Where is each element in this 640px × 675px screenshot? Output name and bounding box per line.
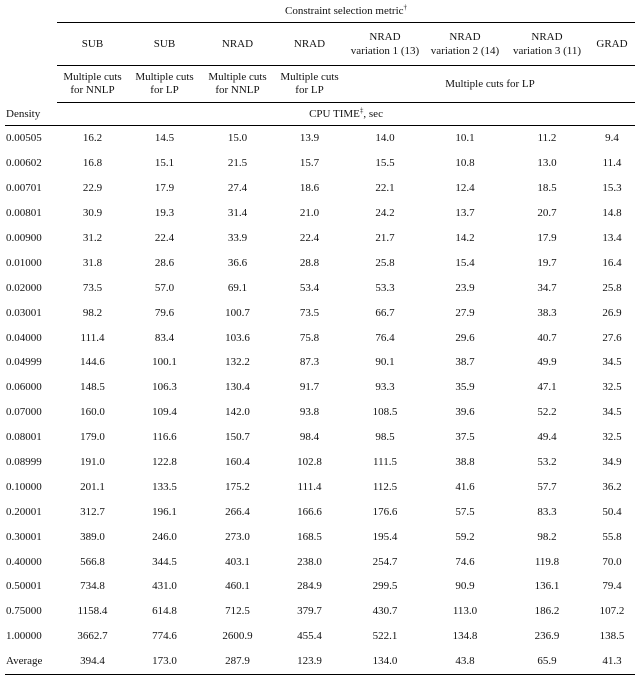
density-cell: 0.75000 [6, 605, 42, 618]
table-row [5, 425, 635, 450]
cpu-time-cell: 21.5 [227, 157, 248, 170]
unit-label-suffix: , sec [363, 108, 383, 120]
cpu-time-cell: 83.4 [154, 331, 175, 344]
density-cell: 0.08001 [6, 431, 42, 444]
cpu-time-cell: 49.4 [537, 431, 557, 444]
cpu-time-cell: 35.9 [455, 381, 475, 394]
method-header [128, 71, 201, 97]
table-row [5, 176, 635, 201]
cpu-time-cell: 55.8 [602, 530, 622, 543]
cpu-time-cell: 90.9 [455, 580, 475, 593]
cpu-time-cell: 195.4 [372, 530, 398, 543]
cpu-time-cell: 13.9 [274, 126, 345, 151]
cpu-time-cell: 15.3 [602, 182, 622, 195]
column-header-line: NRAD [293, 38, 326, 50]
cpu-time-cell: 774.6 [152, 630, 177, 643]
cpu-time-cell: 21.0 [299, 207, 320, 220]
density-cell: 1.00000 [6, 630, 42, 643]
cpu-time-cell: 284.9 [297, 580, 322, 593]
table-row [5, 350, 635, 375]
cpu-time-cell: 90.1 [375, 356, 395, 369]
cpu-time-cell: 132.2 [225, 356, 250, 369]
header-empty-cell [5, 22, 57, 65]
table-row [5, 524, 635, 549]
cpu-time-cell: 102.8 [297, 456, 322, 469]
density-cell: 0.10000 [6, 480, 42, 493]
cpu-time-cell: 11.2 [505, 126, 589, 151]
column-header-line: NRAD [449, 31, 481, 43]
cpu-time-cell: 344.5 [152, 555, 177, 568]
table-row [5, 574, 635, 599]
cpu-time-cell: 166.6 [297, 505, 322, 518]
column-header [201, 37, 274, 51]
cpu-time-cell: 266.4 [225, 505, 250, 518]
table-row [5, 151, 635, 176]
cpu-time-cell: 38.7 [455, 356, 475, 369]
cpu-time-cell: 73.5 [299, 306, 320, 319]
table-row [5, 400, 635, 425]
cpu-time-cell: 28.6 [154, 256, 175, 269]
cpu-time-cell: 160.0 [80, 406, 105, 419]
cpu-time-cell: 133.5 [152, 480, 177, 493]
cpu-time-cell: 108.5 [372, 406, 398, 419]
cpu-time-cell: 111.4 [80, 331, 105, 344]
table-row [5, 549, 635, 574]
average-label: Average [5, 649, 57, 674]
cpu-time-cell: 33.9 [227, 232, 248, 244]
method-header-line: Multiple cuts [135, 71, 194, 83]
cpu-time-cell: 455.4 [297, 630, 322, 643]
density-cell: 0.30001 [6, 530, 42, 543]
cpu-time-cell: 32.5 [602, 381, 622, 394]
cpu-time-cell: 38.8 [455, 456, 475, 469]
density-cell: 0.00900 [6, 232, 42, 244]
cpu-time-cell: 30.9 [82, 207, 103, 220]
cpu-time-cell: 236.9 [534, 630, 560, 643]
table-row [5, 599, 635, 624]
cpu-time-cell: 201.1 [80, 480, 105, 493]
cpu-time-cell: 43.8 [425, 649, 505, 674]
cpu-time-cell: 116.6 [152, 431, 177, 444]
table-row [5, 300, 635, 325]
cpu-time-cell: 389.0 [80, 530, 105, 543]
cpu-time-cell: 98.2 [537, 530, 557, 543]
density-cell: 0.00505 [5, 126, 57, 151]
cpu-time-cell: 93.8 [299, 406, 320, 419]
column-header-row [57, 22, 635, 65]
cpu-time-cell: 15.1 [154, 157, 175, 170]
cpu-time-cell: 98.4 [299, 431, 320, 444]
table-row [5, 474, 635, 499]
cpu-time-cell: 431.0 [152, 580, 177, 593]
column-header-line: NRAD [531, 31, 563, 43]
method-header-line: Multiple cuts [208, 71, 267, 83]
cpu-time-cell: 122.8 [152, 456, 177, 469]
cpu-time-cell: 10.1 [425, 126, 505, 151]
cpu-time-table [5, 0, 635, 675]
cpu-time-cell: 26.9 [602, 306, 622, 319]
cpu-time-cell: 22.1 [375, 182, 395, 195]
cpu-time-cell: 173.0 [128, 649, 201, 674]
cpu-time-cell: 18.5 [537, 182, 557, 195]
density-cell: 0.07000 [6, 406, 42, 419]
method-header [57, 71, 128, 97]
cpu-time-cell: 13.4 [602, 232, 622, 244]
cpu-time-cell: 144.6 [80, 356, 105, 369]
cpu-time-cell: 83.3 [537, 505, 557, 518]
column-header-line: GRAD [596, 38, 628, 50]
cpu-time-cell: 59.2 [455, 530, 475, 543]
cpu-time-cell: 312.7 [80, 505, 105, 518]
cpu-time-cell: 23.9 [455, 281, 475, 294]
cpu-time-cell: 34.7 [537, 281, 557, 294]
cpu-time-cell: 21.7 [375, 232, 395, 244]
method-header [201, 71, 274, 97]
group-header [57, 0, 635, 22]
cpu-time-cell: 522.1 [372, 630, 398, 643]
cpu-time-cell: 3662.7 [77, 630, 108, 643]
cpu-time-cell: 160.4 [225, 456, 250, 469]
header-empty-cell [5, 65, 57, 103]
unit-label-footnote-mark: ‡ [359, 106, 364, 115]
cpu-time-cell: 66.7 [375, 306, 395, 319]
column-header-line: SUB [81, 38, 104, 50]
cpu-time-cell: 148.5 [80, 381, 105, 394]
cpu-time-cell: 98.5 [375, 431, 395, 444]
column-header-line: variation 3 (11) [512, 45, 581, 57]
cpu-time-cell: 73.5 [82, 281, 103, 294]
cpu-time-cell: 100.1 [152, 356, 177, 369]
cpu-time-cell: 403.1 [225, 555, 250, 568]
column-header [589, 37, 635, 51]
cpu-time-cell: 47.1 [537, 381, 557, 394]
cpu-time-cell: 57.7 [537, 480, 557, 493]
method-header-line: for LP [150, 84, 179, 96]
column-header [128, 37, 201, 51]
cpu-time-cell: 10.8 [455, 157, 475, 170]
group-title-footnote-mark: † [403, 3, 408, 12]
cpu-time-cell: 37.5 [455, 431, 475, 444]
cpu-time-cell: 394.4 [57, 649, 128, 674]
cpu-time-cell: 53.2 [537, 456, 557, 469]
cpu-time-cell: 28.8 [299, 256, 320, 269]
method-header-line: Multiple cuts [63, 71, 122, 83]
cpu-time-cell: 379.7 [297, 605, 322, 618]
cpu-time-cell: 176.6 [372, 505, 398, 518]
table-row [5, 201, 635, 226]
cpu-time-cell: 100.7 [225, 306, 250, 319]
cpu-time-cell: 91.7 [299, 381, 320, 394]
density-cell: 0.50001 [6, 580, 42, 593]
cpu-time-cell: 53.3 [375, 281, 395, 294]
cpu-time-cell: 138.5 [599, 630, 625, 643]
cpu-time-cell: 79.4 [602, 580, 622, 593]
table-row [5, 624, 635, 649]
cpu-time-cell: 9.4 [589, 126, 635, 151]
cpu-time-cell: 273.0 [225, 530, 250, 543]
cpu-time-cell: 27.9 [455, 306, 475, 319]
cpu-time-cell: 134.0 [345, 649, 425, 674]
cpu-time-cell: 15.5 [375, 157, 395, 170]
cpu-time-cell: 31.8 [82, 256, 103, 269]
cpu-time-cell: 79.6 [154, 306, 175, 319]
cpu-time-cell: 1158.4 [77, 605, 108, 618]
method-header-line: Multiple cuts [280, 71, 339, 83]
cpu-time-cell: 16.8 [82, 157, 103, 170]
cpu-time-cell: 38.3 [537, 306, 557, 319]
table-row [5, 250, 635, 275]
column-header-line: SUB [153, 38, 176, 50]
column-header [345, 30, 425, 58]
cpu-time-cell: 2600.9 [222, 630, 253, 643]
cpu-time-cell: 57.5 [455, 505, 475, 518]
cpu-time-cell: 15.7 [299, 157, 320, 170]
cpu-time-cell: 12.4 [455, 182, 475, 195]
column-header-line: variation 1 (13) [350, 45, 420, 57]
cpu-time-cell: 29.6 [455, 331, 475, 344]
cpu-time-cell: 191.0 [80, 456, 105, 469]
cpu-time-cell: 36.2 [602, 480, 622, 493]
cpu-time-cell: 15.4 [455, 256, 475, 269]
cpu-time-cell: 19.7 [537, 256, 557, 269]
density-cell: 0.04000 [6, 331, 42, 344]
cpu-time-cell: 31.4 [227, 207, 248, 220]
cpu-time-cell: 15.0 [201, 126, 274, 151]
cpu-time-cell: 20.7 [537, 207, 557, 220]
method-header-row [57, 65, 635, 103]
density-cell: 0.20001 [6, 505, 42, 518]
cpu-time-cell: 14.5 [128, 126, 201, 151]
cpu-time-cell: 41.6 [455, 480, 475, 493]
cpu-time-cell: 27.6 [602, 331, 622, 344]
method-header-span: Multiple cuts for LP [445, 77, 535, 90]
table-row [5, 226, 635, 251]
cpu-time-cell: 134.8 [452, 630, 478, 643]
density-cell: 0.00801 [6, 207, 42, 220]
table-row [5, 450, 635, 475]
cpu-time-cell: 14.8 [602, 207, 622, 220]
cpu-time-cell: 24.2 [375, 207, 395, 220]
cpu-time-cell: 34.5 [602, 406, 622, 419]
cpu-time-cell: 32.5 [602, 431, 622, 444]
cpu-time-cell: 39.6 [455, 406, 475, 419]
method-header-line: for NNLP [70, 84, 115, 96]
cpu-time-cell: 16.2 [57, 126, 128, 151]
method-header-line: for LP [295, 84, 324, 96]
cpu-time-cell: 70.0 [602, 555, 622, 568]
cpu-time-cell: 17.9 [154, 182, 175, 195]
cpu-time-cell: 18.6 [299, 182, 320, 195]
cpu-time-cell: 287.9 [201, 649, 274, 674]
row-label-header: Density [6, 107, 41, 120]
cpu-time-cell: 40.7 [537, 331, 557, 344]
density-cell: 0.00602 [6, 157, 42, 170]
method-header-line: for NNLP [215, 84, 260, 96]
cpu-time-cell: 614.8 [152, 605, 177, 618]
cpu-time-cell: 299.5 [372, 580, 398, 593]
average-row [5, 649, 635, 674]
cpu-time-cell: 119.8 [534, 555, 560, 568]
cpu-time-cell: 109.4 [152, 406, 177, 419]
cpu-time-cell: 27.4 [227, 182, 248, 195]
density-cell: 0.40000 [6, 555, 42, 568]
cpu-time-cell: 36.6 [227, 256, 248, 269]
cpu-time-cell: 22.4 [154, 232, 175, 244]
density-cell: 0.03001 [6, 306, 42, 319]
table-row [5, 499, 635, 524]
cpu-time-cell: 57.0 [154, 281, 175, 294]
table-row [5, 325, 635, 350]
cpu-time-cell: 246.0 [152, 530, 177, 543]
cpu-time-cell: 460.1 [225, 580, 250, 593]
cpu-time-cell: 734.8 [80, 580, 105, 593]
cpu-time-cell: 186.2 [534, 605, 560, 618]
cpu-time-cell: 254.7 [372, 555, 398, 568]
cpu-time-cell: 93.3 [375, 381, 395, 394]
cpu-time-cell: 34.9 [602, 456, 622, 469]
cpu-time-cell: 107.2 [599, 605, 625, 618]
density-cell: 0.04999 [6, 356, 42, 369]
group-title: Constraint selection metric [285, 5, 404, 17]
cpu-time-cell: 168.5 [297, 530, 322, 543]
cpu-time-cell: 11.4 [602, 157, 622, 170]
cpu-time-cell: 136.1 [534, 580, 560, 593]
cpu-time-cell: 87.3 [299, 356, 320, 369]
cpu-time-cell: 14.2 [455, 232, 475, 244]
cpu-time-cell: 106.3 [152, 381, 177, 394]
cpu-time-cell: 41.3 [589, 649, 635, 674]
column-header-line: NRAD [369, 31, 401, 43]
cpu-time-cell: 53.4 [299, 281, 320, 294]
method-header [274, 71, 345, 97]
column-header-line: NRAD [221, 38, 254, 50]
density-cell: 0.08999 [6, 456, 42, 469]
column-header [425, 30, 505, 58]
cpu-time-cell: 22.4 [299, 232, 320, 244]
cpu-time-cell: 566.8 [80, 555, 105, 568]
cpu-time-cell: 25.8 [602, 281, 622, 294]
table-row [5, 126, 635, 151]
column-header [505, 30, 589, 58]
density-cell: 0.00701 [6, 182, 42, 195]
cpu-time-cell: 179.0 [80, 431, 105, 444]
cpu-time-cell: 111.5 [373, 456, 397, 469]
cpu-time-cell: 34.5 [602, 356, 622, 369]
cpu-time-cell: 13.7 [455, 207, 475, 220]
cpu-time-cell: 150.7 [225, 431, 250, 444]
unit-label-text: CPU TIME [309, 108, 360, 120]
table-row [5, 275, 635, 300]
cpu-time-cell: 25.8 [375, 256, 395, 269]
cpu-time-cell: 238.0 [297, 555, 322, 568]
cpu-time-cell: 52.2 [537, 406, 557, 419]
density-cell: 0.06000 [6, 381, 42, 394]
cpu-time-cell: 196.1 [152, 505, 177, 518]
cpu-time-cell: 98.2 [82, 306, 103, 319]
cpu-time-cell: 123.9 [274, 649, 345, 674]
cpu-time-cell: 712.5 [225, 605, 250, 618]
density-cell: 0.01000 [6, 256, 42, 269]
cpu-time-cell: 14.0 [345, 126, 425, 151]
cpu-time-cell: 31.2 [82, 232, 103, 244]
column-header [57, 37, 128, 51]
cpu-time-cell: 13.0 [537, 157, 557, 170]
column-header [274, 37, 345, 51]
cpu-time-cell: 175.2 [225, 480, 250, 493]
header-empty-cell [5, 0, 57, 22]
cpu-time-cell: 113.0 [452, 605, 478, 618]
cpu-time-cell: 130.4 [225, 381, 250, 394]
cpu-time-cell: 75.8 [299, 331, 320, 344]
cpu-time-cell: 69.1 [227, 281, 248, 294]
cpu-time-cell: 112.5 [372, 480, 398, 493]
cpu-time-cell: 76.4 [375, 331, 395, 344]
cpu-time-cell: 142.0 [225, 406, 250, 419]
cpu-time-cell: 22.9 [82, 182, 103, 195]
cpu-time-cell: 19.3 [154, 207, 175, 220]
cpu-time-cell: 16.4 [602, 256, 622, 269]
cpu-time-cell: 74.6 [455, 555, 475, 568]
unit-label [57, 103, 635, 126]
cpu-time-cell: 49.9 [537, 356, 557, 369]
cpu-time-cell: 50.4 [602, 505, 622, 518]
cpu-time-cell: 17.9 [537, 232, 557, 244]
density-cell: 0.02000 [6, 281, 42, 294]
column-header-line: variation 2 (14) [430, 45, 500, 57]
table-row [5, 375, 635, 400]
cpu-time-cell: 430.7 [372, 605, 398, 618]
cpu-time-cell: 103.6 [225, 331, 250, 344]
cpu-time-cell: 111.4 [297, 480, 322, 493]
cpu-time-cell: 65.9 [505, 649, 589, 674]
